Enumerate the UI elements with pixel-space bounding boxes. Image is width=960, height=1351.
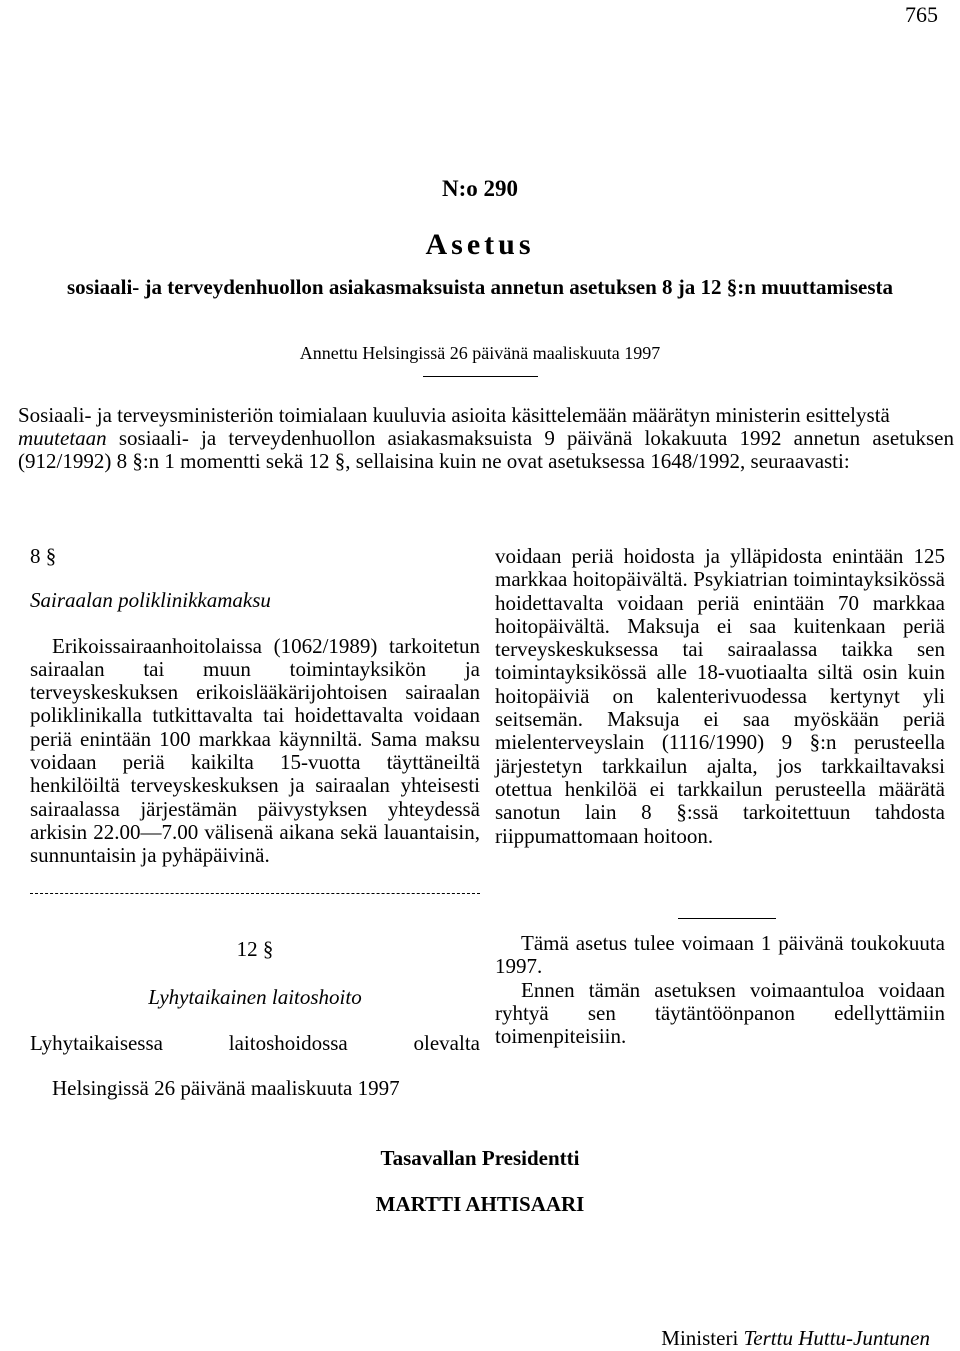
president-title: Tasavallan Presidentti — [380, 1146, 580, 1170]
place-and-date: Helsingissä 26 päivänä maaliskuuta 1997 — [52, 1076, 400, 1100]
decree-number: N:o 290 — [441, 176, 519, 201]
section-12-text-continued: voidaan periä hoidosta ja ylläpidosta enintään 125 markkaa hoitopäivältä. Psykiatrian toimintayksikössä hoidettavalta voidaan periä enintään 70 markkaa hoitopäivältä. Maksuja ei saa kuitenkaan periä terveyskeskuksessa tai sairaalassa taikka sen toimintayksikössä alle 18-vuotiaalta siltä osin kuin hoitopäiviä on kalenterivuodessa kertynyt yli seitsemän. Maksuja ei saa myöskään periä mielenterveyslain (1116/1990) 9 §:n perusteella järjestetyn tarkkailun ajalta, jos tarkkailtavaksi otettua henkilöä ei tarkkailun perusteella määrätä sanotun lain 8 §:ssä tarkoitettuun tahdosta riippumattomaan hoitoon. — [495, 544, 945, 848]
section-12-number: 12 § — [236, 937, 274, 961]
header-divider — [423, 376, 538, 377]
left-column — [30, 545, 480, 868]
amendment-text: sosiaali- ja terveydenhuollon asiakasmaksuista 9 päivänä lokakuuta 1992 annetun asetuksen (912/1992) 8 §:n 1 momentti sekä 12 §, sellaisina kuin ne ovat asetuksessa 1648/1992, seuraavasti: — [18, 426, 954, 473]
entry-into-force: Tämä asetus tulee voimaan 1 päivänä toukokuuta 1997. — [495, 931, 945, 979]
minister-signature — [661, 1326, 930, 1351]
given-date: Annettu Helsingissä 26 päivänä maaliskuuta 1997 — [299, 343, 661, 363]
amendment-verb: muutetaan — [18, 426, 107, 450]
section-8-number: 8 § — [30, 544, 57, 568]
preamble-amendment — [18, 427, 954, 473]
page-number: 765 — [905, 2, 938, 27]
minister-title: Ministeri — [661, 1326, 739, 1350]
minister-name: Terttu Huttu-Juntunen — [743, 1326, 930, 1350]
preparatory-measures: Ennen tämän asetuksen voimaantuloa voidaan ryhtyä sen täytäntöönpanon edellyttämiin toimenpiteisiin. — [495, 977, 945, 1049]
section-12-first-line: Lyhytaikaisessa laitoshoidossa olevalta — [30, 1031, 480, 1055]
section-12-text-start — [30, 1031, 480, 1056]
closing-provisions — [495, 932, 945, 1048]
section-8-heading: Sairaalan poliklinikkamaksu — [30, 588, 271, 613]
document-type-title: Asetus — [425, 228, 535, 261]
section-divider — [678, 918, 776, 919]
president-name: MARTTI AHTISAARI — [375, 1192, 585, 1216]
section-8-text: Erikoissairaanhoitolaissa (1062/1989) tarkoitetun sairaalan tai muun toimintayksikön ja terveyskeskuksen erikoislääkärijohtoisen sairaalan poliklinikalla tutkittavalta tai hoidettavalta voidaan periä enintään 100 markkaa käynniltä. Sama maksu voidaan periä kaikilta 15-vuotta täyttäneiltä henkilöiltä terveyskeskuksen ja sairaalan yhteisesti sairaalassa järjestämän päivystyksen yhteydessä arkisin 22.00—7.00 välisenä aikana sekä lauantaisin, sunnuntaisin ja pyhäpäivinä. — [30, 633, 480, 868]
document-subtitle: sosiaali- ja terveydenhuollon asiakasmaksuista annetun asetuksen 8 ja 12 §:n muuttamisesta — [66, 275, 894, 299]
preamble — [18, 404, 954, 473]
section-12-heading: Lyhytaikainen laitoshoito — [148, 985, 362, 1009]
preamble-presenter: Sosiaali- ja terveysministeriön toimialaan kuuluvia asioita käsittelemään määrätyn ministerin esittelystä — [18, 403, 890, 427]
right-column — [495, 545, 945, 848]
omission-dashes — [30, 893, 480, 894]
